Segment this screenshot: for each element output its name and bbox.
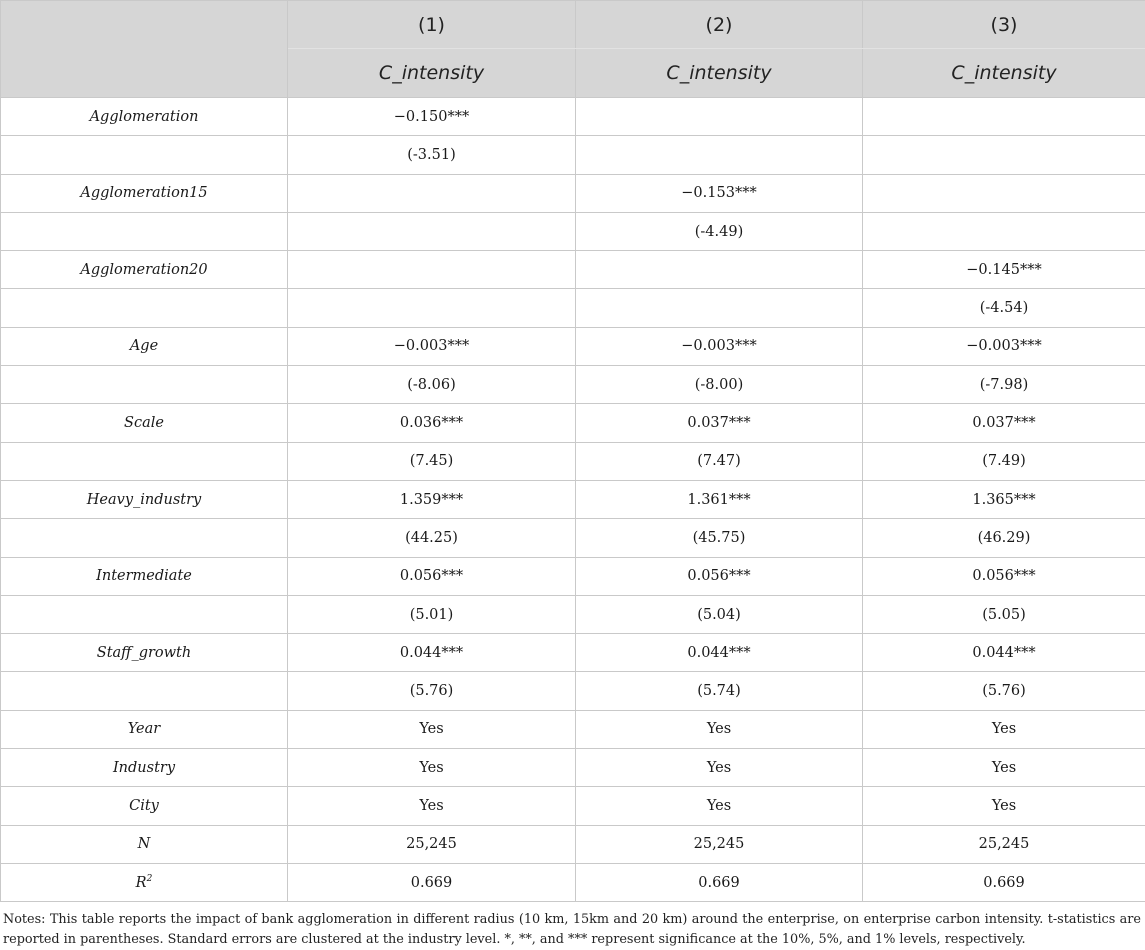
cell-col3: (-7.98) bbox=[863, 366, 1145, 404]
cell-col3: −0.003*** bbox=[863, 327, 1145, 365]
table-row bbox=[1, 595, 1145, 633]
cell-col2: (45.75) bbox=[576, 519, 863, 557]
cell-col3: (5.76) bbox=[863, 672, 1145, 710]
table-row bbox=[1, 136, 1145, 174]
table-row bbox=[1, 327, 1145, 365]
cell-col3: (7.49) bbox=[863, 442, 1145, 480]
cell-col1: (-3.51) bbox=[288, 136, 576, 174]
cell-col2: (-4.49) bbox=[576, 212, 863, 250]
cell-col2: 0.056*** bbox=[576, 557, 863, 595]
cell-col3: (-4.54) bbox=[863, 289, 1145, 327]
table-row bbox=[1, 519, 1145, 557]
table-row bbox=[1, 98, 1145, 136]
row-label bbox=[1, 672, 288, 710]
row-label bbox=[1, 519, 288, 557]
table-row bbox=[1, 366, 1145, 404]
col-number-3: (3) bbox=[863, 1, 1145, 49]
cell-col1: 25,245 bbox=[288, 825, 576, 863]
cell-col3 bbox=[863, 212, 1145, 250]
cell-col1: Yes bbox=[288, 710, 576, 748]
cell-col2 bbox=[576, 136, 863, 174]
row-label bbox=[1, 289, 288, 327]
header-row-numbers bbox=[1, 1, 1145, 49]
cell-col1: −0.003*** bbox=[288, 327, 576, 365]
cell-col1: (5.76) bbox=[288, 672, 576, 710]
cell-col1 bbox=[288, 212, 576, 250]
cell-col1: 0.036*** bbox=[288, 404, 576, 442]
cell-col2: (7.47) bbox=[576, 442, 863, 480]
col-number-2: (2) bbox=[576, 1, 863, 49]
cell-col1 bbox=[288, 174, 576, 212]
row-label: Age bbox=[1, 327, 288, 365]
cell-col1: 0.056*** bbox=[288, 557, 576, 595]
col-var-1: C_intensity bbox=[288, 49, 576, 98]
col-number-1: (1) bbox=[288, 1, 576, 49]
row-label bbox=[1, 366, 288, 404]
table-row bbox=[1, 174, 1145, 212]
table-row bbox=[1, 442, 1145, 480]
cell-col1: Yes bbox=[288, 787, 576, 825]
cell-col3: 0.056*** bbox=[863, 557, 1145, 595]
cell-col3 bbox=[863, 174, 1145, 212]
cell-col1: (7.45) bbox=[288, 442, 576, 480]
cell-col1: Yes bbox=[288, 749, 576, 787]
cell-col3: Yes bbox=[863, 787, 1145, 825]
cell-col3: (5.05) bbox=[863, 595, 1145, 633]
row-label: Year bbox=[1, 710, 288, 748]
cell-col3 bbox=[863, 136, 1145, 174]
row-label-r2: $R^2$ bbox=[1, 863, 288, 901]
table-row-r2 bbox=[1, 863, 1145, 901]
header-row-vars bbox=[1, 49, 1145, 98]
cell-col3: 25,245 bbox=[863, 825, 1145, 863]
cell-col2: (5.74) bbox=[576, 672, 863, 710]
table-row bbox=[1, 212, 1145, 250]
cell-col2: 1.361*** bbox=[576, 480, 863, 518]
cell-col2 bbox=[576, 289, 863, 327]
row-label: N bbox=[1, 825, 288, 863]
cell-col3: Yes bbox=[863, 710, 1145, 748]
cell-col3: −0.145*** bbox=[863, 251, 1145, 289]
cell-col2: 25,245 bbox=[576, 825, 863, 863]
col-var-3: C_intensity bbox=[863, 49, 1145, 98]
cell-col3: (46.29) bbox=[863, 519, 1145, 557]
table-row bbox=[1, 289, 1145, 327]
cell-col3: 0.037*** bbox=[863, 404, 1145, 442]
row-label bbox=[1, 595, 288, 633]
row-label: Intermediate bbox=[1, 557, 288, 595]
cell-col3: 1.365*** bbox=[863, 480, 1145, 518]
row-label bbox=[1, 442, 288, 480]
cell-col1: (-8.06) bbox=[288, 366, 576, 404]
cell-col1: 1.359*** bbox=[288, 480, 576, 518]
cell-col2: 0.044*** bbox=[576, 634, 863, 672]
row-label: Industry bbox=[1, 749, 288, 787]
cell-col1 bbox=[288, 251, 576, 289]
row-label: Staff_growth bbox=[1, 634, 288, 672]
table-row bbox=[1, 557, 1145, 595]
row-label: Heavy_industry bbox=[1, 480, 288, 518]
cell-col3: 0.044*** bbox=[863, 634, 1145, 672]
row-label: Scale bbox=[1, 404, 288, 442]
table-row bbox=[1, 825, 1145, 863]
row-label bbox=[1, 212, 288, 250]
table-row bbox=[1, 672, 1145, 710]
col-var-2: C_intensity bbox=[576, 49, 863, 98]
cell-col2 bbox=[576, 98, 863, 136]
cell-col2: (-8.00) bbox=[576, 366, 863, 404]
table-body bbox=[1, 98, 1145, 902]
cell-r2-col2: 0.669 bbox=[576, 863, 863, 901]
cell-r2-col3: 0.669 bbox=[863, 863, 1145, 901]
cell-col2: Yes bbox=[576, 749, 863, 787]
cell-col3 bbox=[863, 98, 1145, 136]
table-row bbox=[1, 749, 1145, 787]
table-notes: Notes: This table reports the impact of bank agglomeration in different radius (10 km, 15km and 20 km) around the enterprise, on enterprise carbon intensity. t-statistics are reported in parentheses. Standard errors are clustered at the industry level. *, **, and *** represent significance at the 10%, 5%, and 1% levels, respectively. bbox=[3, 912, 1141, 947]
cell-col2: −0.153*** bbox=[576, 174, 863, 212]
cell-col2: 0.037*** bbox=[576, 404, 863, 442]
row-label: Agglomeration15 bbox=[1, 174, 288, 212]
row-label bbox=[1, 136, 288, 174]
row-label: Agglomeration bbox=[1, 98, 288, 136]
row-label: Agglomeration20 bbox=[1, 251, 288, 289]
table-row bbox=[1, 404, 1145, 442]
header-corner-lower bbox=[1, 49, 288, 98]
cell-col2: (5.04) bbox=[576, 595, 863, 633]
row-label: City bbox=[1, 787, 288, 825]
cell-col2: Yes bbox=[576, 710, 863, 748]
cell-col2: −0.003*** bbox=[576, 327, 863, 365]
header-corner bbox=[1, 1, 288, 49]
cell-col1: 0.044*** bbox=[288, 634, 576, 672]
table-row bbox=[1, 787, 1145, 825]
table-row bbox=[1, 634, 1145, 672]
cell-col1 bbox=[288, 289, 576, 327]
table-row bbox=[1, 480, 1145, 518]
table-row bbox=[1, 251, 1145, 289]
table-row bbox=[1, 710, 1145, 748]
cell-col1: −0.150*** bbox=[288, 98, 576, 136]
cell-col1: (44.25) bbox=[288, 519, 576, 557]
cell-col2 bbox=[576, 251, 863, 289]
cell-col2: Yes bbox=[576, 787, 863, 825]
table-header bbox=[1, 1, 1145, 98]
cell-col3: Yes bbox=[863, 749, 1145, 787]
cell-col1: (5.01) bbox=[288, 595, 576, 633]
cell-r2-col1: 0.669 bbox=[288, 863, 576, 901]
